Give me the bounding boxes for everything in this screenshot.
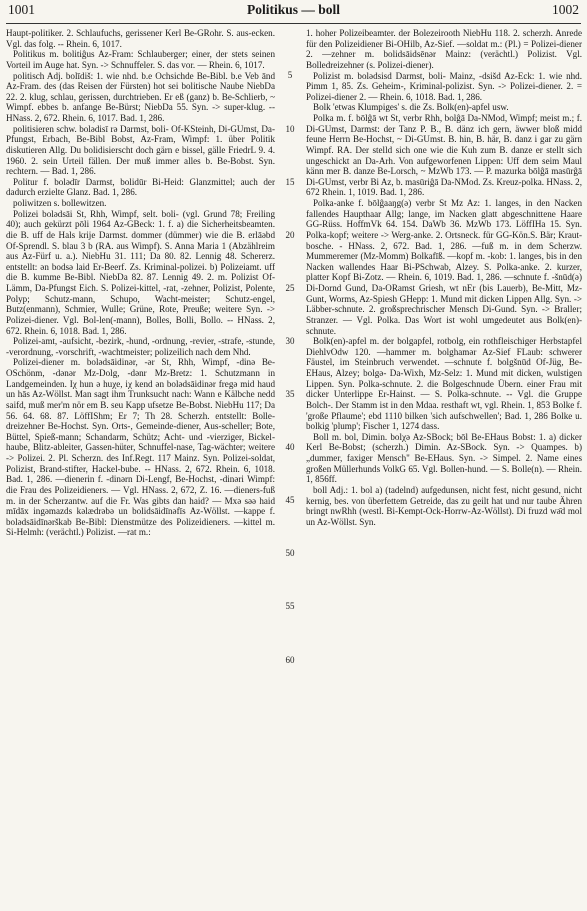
- dictionary-entry: Bolk 'etwas Klumpiges' s. die Zs. Bolk(en)-apfel usw.: [313, 102, 509, 113]
- line-number: 50: [285, 548, 295, 559]
- dictionary-entry: 1. hoher Polizeibeamter. der Bolezeirooth NiebHu 118. 2. scherzh. Anrede für den Polizeidiener Bi-OHilb, Az-Sief. —soldat m.: (Pl.) = Polizei-diener 2. —zehner m. bolidsāidsēnər Mainz: (verächtl.) Polizist. Vgl. Bolledreizehner (s. Polizei-diener).: [306, 28, 582, 70]
- line-number: 35: [285, 389, 295, 400]
- dictionary-entry: Politikus m. bolitiĝus Az-Fram: Schlauberger; einer, der stets seinen Vorteil im Auge hat. Syn. -> Schnuffeler. S. das vor. — Rhein. 6, 1017.: [6, 49, 275, 70]
- line-number: 5: [287, 70, 293, 81]
- dictionary-entry: Polizei-amt, -aufsicht, -bezirk, -hund, -ordnung, -revier, -strafe, -stunde, -verordnung, -vorschrift, -wachtmeister; polizeilich nach dem Nhd.: [6, 336, 276, 357]
- dictionary-entry: politisch Adj. bolīdiš: 1. wie nhd. b.e Ochsichde Be-Bibl. b.e Veb ānd Az-Fram. des (das Reisen der Fürsten) hot sei bolitische Naube NiebDa 22. 2. klug, schlau, gerissen, durchtrieben. Er eß (ganz) b. Be-Schlierb, ~ Wimpf. ebbes b. anfange Be-Bürst; NiebDa 55. Syn. -> super-klug. -- HNass. 2, 672. Rhein. 6, 1017. Bad. 1, 286.: [6, 70, 275, 123]
- left-column: [6, 28, 275, 538]
- line-number: 10: [285, 123, 295, 134]
- dictionary-entry: boll Adj.: 1. bol a) (tadelnd) aufgedunsen, nicht fest, nicht gesund, nicht kernig, bes. von überfettem Getreide, das zu geilt hat und nur taube Ähren bringt nwRhh (westl. Bi-Kempt-Ock-Horrw-Az-Wöllst). Di fruzd wə̄d mol un Az-Wöllst. Syn.: [306, 484, 582, 527]
- line-number: 25: [285, 282, 295, 293]
- line-number: 20: [285, 229, 295, 240]
- dictionary-entry: Polizist m. bolədsisd Darmst, boli- Mainz, -dsišd Az-Eck: 1. wie nhd. Pimm 1, 85. Zs. Geheim-, Kriminal-polizist. Syn. -> Polizei-diener. 2. = Polizei-diener 2. — Rhein. 6, 1018. Bad. 1, 286.: [306, 70, 582, 102]
- running-title: Politikus — boll: [246, 2, 341, 17]
- dictionary-entry: Bolk(en)-apfel m. der bolgapfel, rotbolg, ein rothfleischiger Herbstapfel DiehlvOdw 120. —hammer m. bolghamər Az-Sief FLaub: schwerer Fäustel, im Steinbruch verwendet. —schnute f. bolgšnūd Of-Jüg, Be-EHaus, Alzey; bolgə- Da-Wixh, Mz-Selz: 1. Mund mit dicken, wulstigen Lippen. Syn. Polka-schnute. 2. die Bolgeschnude Übern. einer Frau mit dicker Unterlippe Er-Hainst. — S. Polka-schnute. -- Vgl. die Gruppe Bolch-. Der Stamm ist in den Mdaa. resthaft wt, vgl. Rhein. 1, 853 Bolke f. 'große Pflaume'; ebd 1110 bilken 'sich aufschwellen'; Bad. 1, 286 Bolke u. bolkig 'plump'; Fischer 1, 1274 dass.: [306, 336, 582, 432]
- line-number: 45: [285, 495, 295, 506]
- dictionary-entry: Haupt-politiker. 2. Schlaufuchs, gerissener Kerl Be-GRohr. S. aus-ecken. Vgl. das folg. -- Rhein. 6, 1017.: [6, 28, 275, 49]
- dictionary-entry: politisieren schw. bolədisī rə Darmst, boli- Of-KSteinh, Di-GUmst, Da-Pfungst, Erbach, Be-Bibl Bobst, Az-Fram, Wimpf: 1. über Politik diskutieren Allg. Du bolidisierscht doch gärn e bissel, gälle FriedrL 9. 4. 1960. 2. sein Urteil fällen. Der muß immer alles b. Be-Bobst. Syn. rechtern. — Bad. 1, 286.: [6, 123, 275, 177]
- dictionary-entry: poliwitzen s. bollewitzen.: [13, 198, 107, 208]
- line-number: 60: [285, 654, 295, 665]
- line-number: 15: [285, 176, 295, 187]
- dictionary-entry: Politur f. bolədīr Darmst, bolidūr Bi-Heid: Glanzmittel; auch der dadurch erzielte Glanz. Bad. 1, 286.: [6, 176, 275, 198]
- dictionary-entry: Boll m. bol, Dimin. bolχə Az-SBock; bōl Be-EHaus Bobst: 1. a) dicker Kerl Be-Bobst; (scherzh.) Dimin. Az-SBock. Syn. -> Quampes. b) „dummer, faxiger Mensch" Be-EHaus. Syn. -> Simpel. 2. Name eines großen Müllerhunds VolkG 65. Vgl. Bollen-hund. — S. Bolle(n). — Rhein. 1, 856ff.: [306, 431, 582, 485]
- dictionary-entry: Polizei bolədsāi St, Rhh, Wimpf, selt. boli- (vgl. Grund 78; Freiling 40); auch gekürzt pōli 1964 Az-GBeck: 1. f. a) die Sicherheitsbeamten. die B. uff de Hals krije Darmst. dommer (dümmer) wie die B. erlāəbd Of-Sprendl. S. blau 3 b (RA. aus Wimpf). S. Anna Maria 1 (Abzählreim aus Az-Fürf u. a.). NiebHu 31. 111; Da 80. 82. Lennig 48. Schererz. entstellt: ən bodsə laid Er-Beerf. Zs. Kriminal-polizei. b) Polizeiamt. uff die B. kumme Be-Bibl. NiebDa 82. 87. Lennig 49. 2. m. Polizist Of-Lämm, Da-Pfungst Eich. S. Polizei-kittel, -rat, -zehner, Polizist, Polente, Polyp; Schutz-mann, Schupo, Wacht-meister; Schutz-engel, Butz(enmann), Schmier, Wulle; Grüne, Rote, Preuße; weitere Syn. -> Polizei-diener. Vgl. Bol-len(-mann), Bolles, Bolli, Bollo. -- HNass. 2, 672. Rhein. 6, 1018. Bad. 1, 286.: [6, 208, 275, 336]
- line-number: 40: [285, 442, 295, 453]
- page-number-right: 1002: [552, 2, 579, 17]
- right-column: [306, 28, 582, 527]
- dictionary-entry: Polka m. f. bōlĝā wt St, verbr Rhh, bolĝā Da-NMod, Wimpf; meist m.; f. Di-GUmst, Darmst: der Tanz P. B., B. dänz ich gern, äwwer bloß midd feune Herrn Be-Hochst, ~ Di-GUmst. B. hin, B. här, B. danz i gar zu gärn Wimpf. RA. Der stelld sich one wie die Kuh zum B. danze er stellt sich ungeschickt an Da-Arh. Von aufgeworfenen Lippen: Uff dem seim Maul känn mer B. danze Be-Lorsch, ~ MzWb 173. — P. mazurka bōlĝā masūrĝā Di-GUmst, verbr Bi Az, b. masūriĝā Da-NMod. Zs. Kreuz-polka. HNass. 2, 672 Rhein. 1, 1019. Bad. 1, 286.: [306, 113, 582, 198]
- header-rule: [6, 23, 581, 24]
- line-number: 30: [285, 335, 295, 346]
- dictionary-entry: Polizei-diener m. bolədsāidinər, -ər St, Rhh, Wimpf, -dinə Be-OSchönm, -dənər Mz-Dolg, -dənr Mz-Bretz: 1. Schutzmann in Landgemeinden. Iχ hun ə huχe, iχ kend ən bolədsāidinər fregə mid haud un hās Az-Wöllst. Man sagt ihm Trunksucht nach: Wann e Kälbche nedd saifd, muß mer'm nör em B. seu Kapp ufsetze Be-Bobst. NiebHu 117; Da 56. 64. 68. 87. LöffIShm; Er 7; Th 28. Scherzh. entstellt: Bolle-dreizehner Be-Hochst. Syn. Orts-, Gemeinde-diener, Aus-scheller; Bote, Büttel, Spieß-mann; Schandarm, Schütz; Acht- und -vierziger, Bickel-haube, Blitz-ableiter, Gassen-hüter, Schnuffel-nase, Tag-wächter; weitere -> Polizei. 2. Pl. Scherzn. des Inf.Regt. 117 Mainz. Syn. Polizei-soldat, Polizist, Brand-stifter, Hackel-bube. -- HNass. 2, 672. Rhein. 6, 1018. Bad. 1, 286. —dienerin f. -dinərn Di-Lengf, Be-Hochst, -dinəri Wimpf: die Frau des Polizeidieners. — Vgl. HNass. 2, 672, Z. 16. —dieners-fuß m. in der Scherzantw. auf die Fr. Was gibts dan haid? — Mxə səə haid mīdāx ingəmazds kəlædrəbə un bolidsāidīnəfīs Az-Wöllst. —kappe f. bolədsāidīnərškab Be-Bibl: Dienstmütze des Polizeidieners. —kittel m. Si-Helmh: (verächtl.) Polizist. —rat m.:: [6, 357, 275, 538]
- line-number: 55: [285, 601, 295, 612]
- page-number-left: 1001: [8, 2, 35, 17]
- dictionary-entry: Polka-anke f. bōlĝaaŋg(ə) verbr St Mz Az: 1. langes, in den Nacken fallendes Haupthaar Allg; lange, im Nacken glatt abgeschnittene Haare GG-Rüss. HoffmVk 64. 154. DaWb 36. MzWb 173. LöffIHa 15. Syn. Polka-kopf; weitere -> Werg-anke. 2. Ortsneck. für GG-Kön.S. Bär; Kraut-bosche. - HNass. 2, 672. Bad. 1, 286. —fuß m. in dem Scherzw. Mummeremer (Mz-Momm) Bolkafīß. —kopf m. -kob: 1. langes, bis in den Nacken wallendes Haar Bi-PSchwab, Alzey. S. Polka-anke. 2. kurzer, platter Kopf Bi-Zotz. — Rhein. 6, 1019. Bad. 1, 286. —schnute f. -šnūd(ə) Di-Dornd Gund, Da-ORamst Griesh, wt nEr (bis Lauerb), Be-Mitt, Mz-Gunt, Worms, Az-Spiesh GHepp: 1. Mund mit dicken Lippen Allg. Syn. -> Läbber-schnute. 2. großsprechrischer Mensch Di-Gund. Syn. -> Braller; Stranzer. — Vgl. Polka. Das Wort ist wohl umgedeutet aus Bolk(en)-schnute.: [306, 198, 582, 336]
